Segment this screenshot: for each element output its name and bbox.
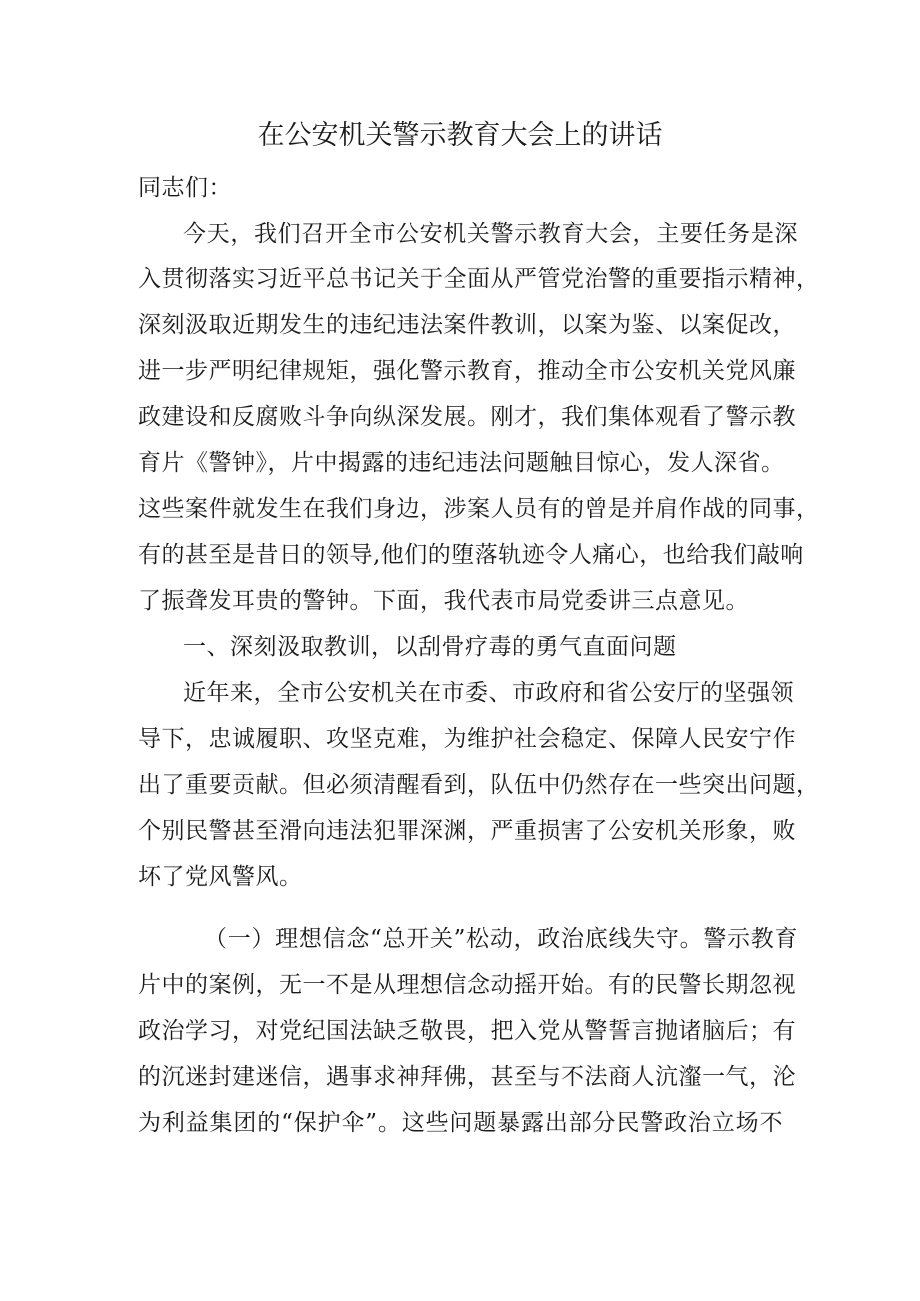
page-title: 在公安机关警示教育大会上的讲话 — [257, 120, 663, 151]
paragraph-line: 的沉迷封建迷信，遇事求神拜佛，甚至与不法商人沆瀣一气，沦 — [138, 1064, 796, 1090]
paragraph-line: 政建设和反腐败斗争向纵深发展。刚才，我们集体观看了警示教 — [138, 404, 796, 430]
paragraph-line: 这些案件就发生在我们身边，涉案人员有的曾是并肩作战的同事， — [138, 496, 820, 522]
paragraph-line: 出了重要贡献。但必须清醒看到，队伍中仍然存在一些突出问题， — [138, 772, 820, 798]
paragraph-line: 进一步严明纪律规矩，强化警示教育，推动全市公安机关党风廉 — [138, 358, 796, 384]
salutation: 同志们： — [138, 175, 232, 201]
paragraph-line: 片中的案例，无一不是从理想信念动摇开始。有的民警长期忽视 — [138, 972, 796, 998]
paragraph-line: 今天，我们召开全市公安机关警示教育大会，主要任务是深 — [183, 221, 798, 247]
paragraph-line: 育片《警钟》，片中揭露的违纪违法问题触目惊心，发人深省。 — [138, 450, 785, 476]
paragraph-line: 导下，忠诚履职、攻坚克难，为维护社会稳定、保障人民安宁作 — [138, 726, 796, 752]
paragraph-line: 个别民警甚至滑向违法犯罪深渊，严重损害了公安机关形象，败 — [138, 818, 796, 844]
paragraph-line: 有的甚至是昔日的领导,他们的堕落轨迹令人痛心，也给我们敲响 — [138, 542, 804, 568]
subsection-line: （一）理想信念“总开关”松动，政治底线失守。警示教育 — [204, 926, 798, 952]
section-heading: 一、深刻汲取教训，以刮骨疗毒的勇气直面问题 — [183, 634, 677, 660]
paragraph-line: 坏了党风警风。 — [138, 864, 303, 890]
paragraph-line: 为利益集团的“保护伞”。这些问题暴露出部分民警政治立场不 — [138, 1110, 783, 1136]
paragraph-line: 了振聋发耳贵的警钟。下面，我代表市局党委讲三点意见。 — [138, 588, 749, 614]
paragraph-line: 入贯彻落实习近平总书记关于全面从严管党治警的重要指示精神， — [138, 266, 820, 292]
paragraph-line: 近年来，全市公安机关在市委、市政府和省公安厅的坚强领 — [183, 680, 794, 706]
paragraph-line: 政治学习，对党纪国法缺乏敬畏，把入党从警誓言抛诸脑后；有 — [138, 1018, 796, 1044]
paragraph-line: 深刻汲取近期发生的违纪违法案件教训，以案为鉴、以案促改， — [138, 312, 796, 338]
